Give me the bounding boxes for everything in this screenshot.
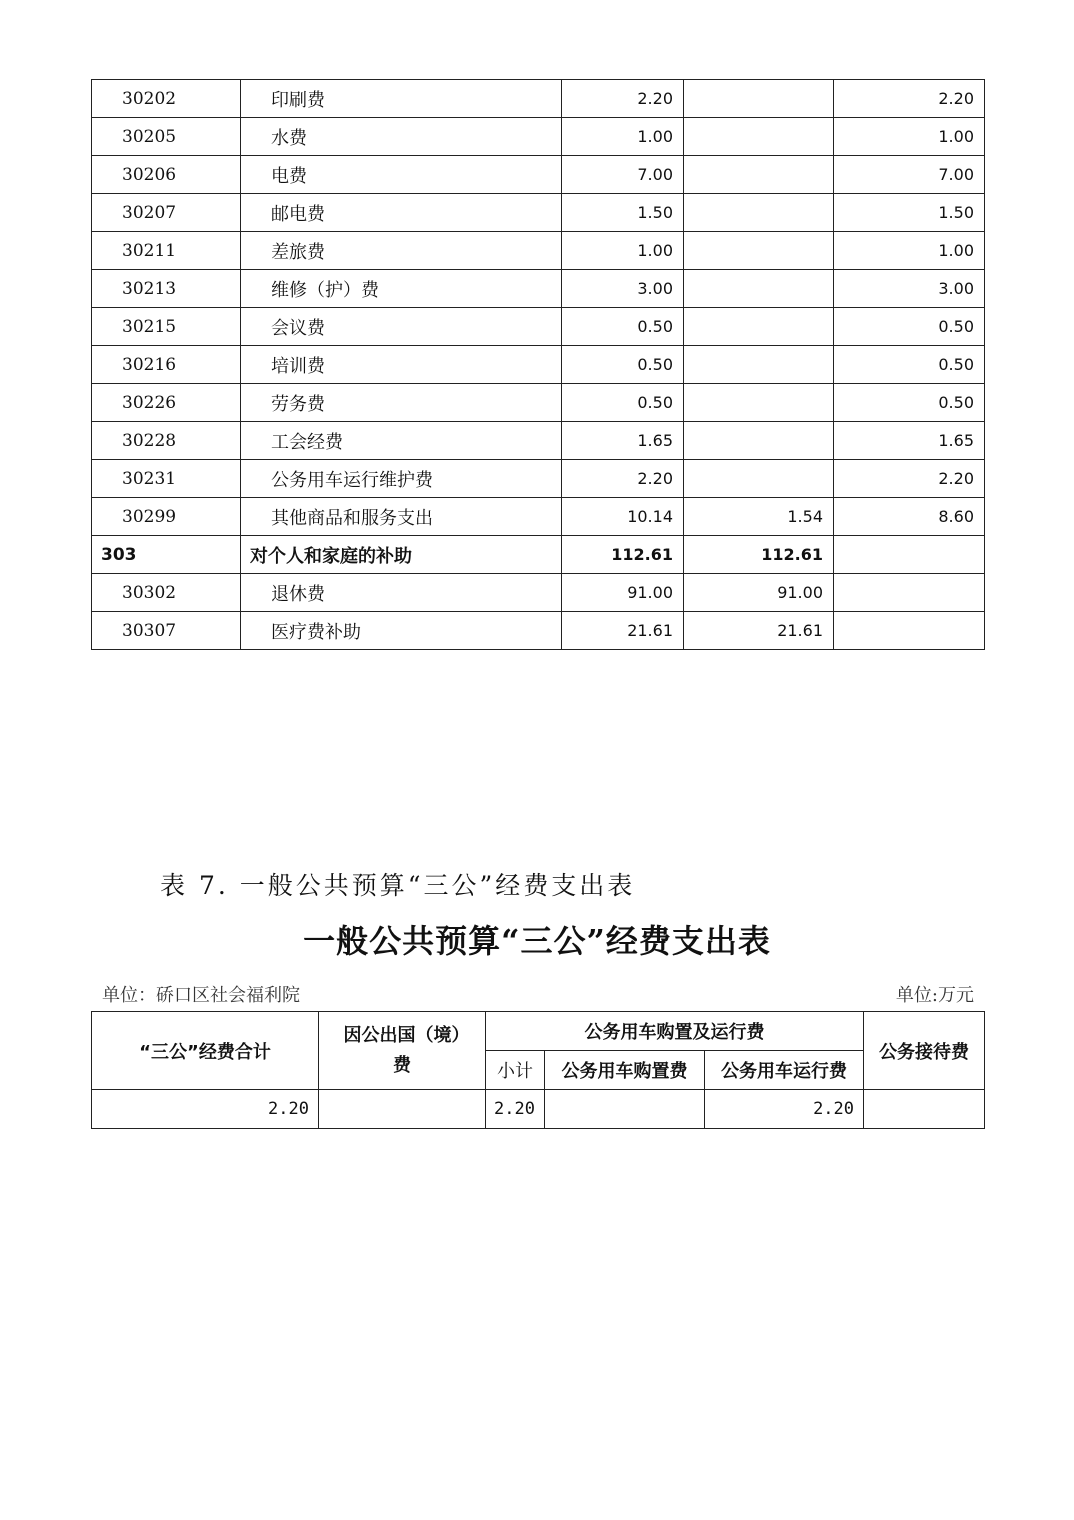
header-vehicle-purchase: 公务用车购置费 bbox=[545, 1051, 705, 1090]
amount-basic bbox=[684, 346, 834, 384]
amount-basic bbox=[684, 194, 834, 232]
table-row bbox=[92, 422, 985, 460]
item-name: 邮电费 bbox=[241, 194, 562, 232]
amount-total: 3.00 bbox=[562, 270, 684, 308]
expense-detail-body bbox=[92, 80, 985, 650]
amount-project: 1.50 bbox=[834, 194, 985, 232]
item-name: 电费 bbox=[241, 156, 562, 194]
header-subtotal: 小计 bbox=[486, 1051, 545, 1090]
item-code: 30213 bbox=[92, 270, 241, 308]
item-code: 30228 bbox=[92, 422, 241, 460]
amount-project: 8.60 bbox=[834, 498, 985, 536]
unit-currency: 单位:万元 bbox=[895, 985, 974, 1006]
item-name: 退休费 bbox=[241, 574, 562, 612]
amount-total: 0.50 bbox=[562, 346, 684, 384]
amount-project: 3.00 bbox=[834, 270, 985, 308]
amount-total: 7.00 bbox=[562, 156, 684, 194]
header-reception: 公务接待费 bbox=[864, 1012, 985, 1090]
table-row bbox=[92, 1090, 985, 1129]
amount-total: 21.61 bbox=[562, 612, 684, 650]
table-caption: 表 7. 一般公共预算“三公”经费支出表 bbox=[160, 871, 636, 900]
header-sangong-total: “三公”经费合计 bbox=[92, 1012, 319, 1090]
value-vehicle-purchase bbox=[545, 1090, 705, 1129]
amount-project: 2.20 bbox=[834, 460, 985, 498]
header-vehicle-operation: 公务用车运行费 bbox=[705, 1051, 864, 1090]
table-row bbox=[92, 118, 985, 156]
amount-project: 1.00 bbox=[834, 118, 985, 156]
amount-project: 1.65 bbox=[834, 422, 985, 460]
item-code: 30206 bbox=[92, 156, 241, 194]
item-name: 差旅费 bbox=[241, 232, 562, 270]
amount-total: 2.20 bbox=[562, 80, 684, 118]
item-name: 工会经费 bbox=[241, 422, 562, 460]
amount-basic bbox=[684, 422, 834, 460]
item-name: 培训费 bbox=[241, 346, 562, 384]
item-name: 维修（护）费 bbox=[241, 270, 562, 308]
item-name: 医疗费补助 bbox=[241, 612, 562, 650]
item-code: 30231 bbox=[92, 460, 241, 498]
item-code: 30226 bbox=[92, 384, 241, 422]
table-row bbox=[92, 574, 985, 612]
item-code: 30302 bbox=[92, 574, 241, 612]
amount-total: 2.20 bbox=[562, 460, 684, 498]
table-row bbox=[92, 270, 985, 308]
amount-project: 2.20 bbox=[834, 80, 985, 118]
table-row bbox=[92, 384, 985, 422]
amount-total: 1.50 bbox=[562, 194, 684, 232]
value-subtotal: 2.20 bbox=[486, 1090, 545, 1129]
amount-project bbox=[834, 536, 985, 574]
table-row bbox=[92, 308, 985, 346]
item-code: 30307 bbox=[92, 612, 241, 650]
amount-project: 7.00 bbox=[834, 156, 985, 194]
amount-basic bbox=[684, 384, 834, 422]
value-reception bbox=[864, 1090, 985, 1129]
item-name: 公务用车运行维护费 bbox=[241, 460, 562, 498]
item-name: 劳务费 bbox=[241, 384, 562, 422]
amount-basic: 112.61 bbox=[684, 536, 834, 574]
amount-total: 1.00 bbox=[562, 232, 684, 270]
item-name: 对个人和家庭的补助 bbox=[241, 536, 562, 574]
item-code: 30215 bbox=[92, 308, 241, 346]
header-abroad: 因公出国（境）费 bbox=[319, 1012, 486, 1090]
table-row bbox=[92, 346, 985, 384]
amount-basic bbox=[684, 460, 834, 498]
amount-project bbox=[834, 612, 985, 650]
table-row bbox=[92, 498, 985, 536]
amount-total: 10.14 bbox=[562, 498, 684, 536]
amount-project bbox=[834, 574, 985, 612]
amount-total: 91.00 bbox=[562, 574, 684, 612]
value-abroad bbox=[319, 1090, 486, 1129]
item-code: 30202 bbox=[92, 80, 241, 118]
amount-basic: 91.00 bbox=[684, 574, 834, 612]
item-name: 水费 bbox=[241, 118, 562, 156]
amount-total: 1.00 bbox=[562, 118, 684, 156]
table-row bbox=[92, 536, 985, 574]
item-code: 30211 bbox=[92, 232, 241, 270]
amount-total: 0.50 bbox=[562, 308, 684, 346]
item-code: 30207 bbox=[92, 194, 241, 232]
amount-project: 0.50 bbox=[834, 384, 985, 422]
amount-total: 112.61 bbox=[562, 536, 684, 574]
item-code: 30216 bbox=[92, 346, 241, 384]
unit-organization: 单位：硚口区社会福利院 bbox=[102, 985, 300, 1006]
table-row bbox=[92, 194, 985, 232]
amount-basic bbox=[684, 80, 834, 118]
table-row bbox=[92, 156, 985, 194]
amount-basic bbox=[684, 270, 834, 308]
amount-basic: 1.54 bbox=[684, 498, 834, 536]
table-title: 一般公共预算“三公”经费支出表 bbox=[303, 922, 771, 960]
amount-total: 0.50 bbox=[562, 384, 684, 422]
amount-basic bbox=[684, 156, 834, 194]
amount-project: 0.50 bbox=[834, 308, 985, 346]
item-name: 会议费 bbox=[241, 308, 562, 346]
amount-basic bbox=[684, 232, 834, 270]
expense-detail-table bbox=[91, 79, 985, 650]
amount-project: 1.00 bbox=[834, 232, 985, 270]
amount-basic bbox=[684, 118, 834, 156]
item-code: 30205 bbox=[92, 118, 241, 156]
table-row bbox=[92, 460, 985, 498]
amount-basic bbox=[684, 308, 834, 346]
value-sangong-total: 2.20 bbox=[92, 1090, 319, 1129]
table-row bbox=[92, 232, 985, 270]
amount-total: 1.65 bbox=[562, 422, 684, 460]
header-vehicle-group: 公务用车购置及运行费 bbox=[486, 1012, 864, 1051]
item-name: 其他商品和服务支出 bbox=[241, 498, 562, 536]
table-row bbox=[92, 612, 985, 650]
item-code: 30299 bbox=[92, 498, 241, 536]
value-vehicle-operation: 2.20 bbox=[705, 1090, 864, 1129]
amount-project: 0.50 bbox=[834, 346, 985, 384]
amount-basic: 21.61 bbox=[684, 612, 834, 650]
sangong-expense-table bbox=[91, 1011, 985, 1129]
item-name: 印刷费 bbox=[241, 80, 562, 118]
item-code: 303 bbox=[92, 536, 241, 574]
table-row bbox=[92, 80, 985, 118]
